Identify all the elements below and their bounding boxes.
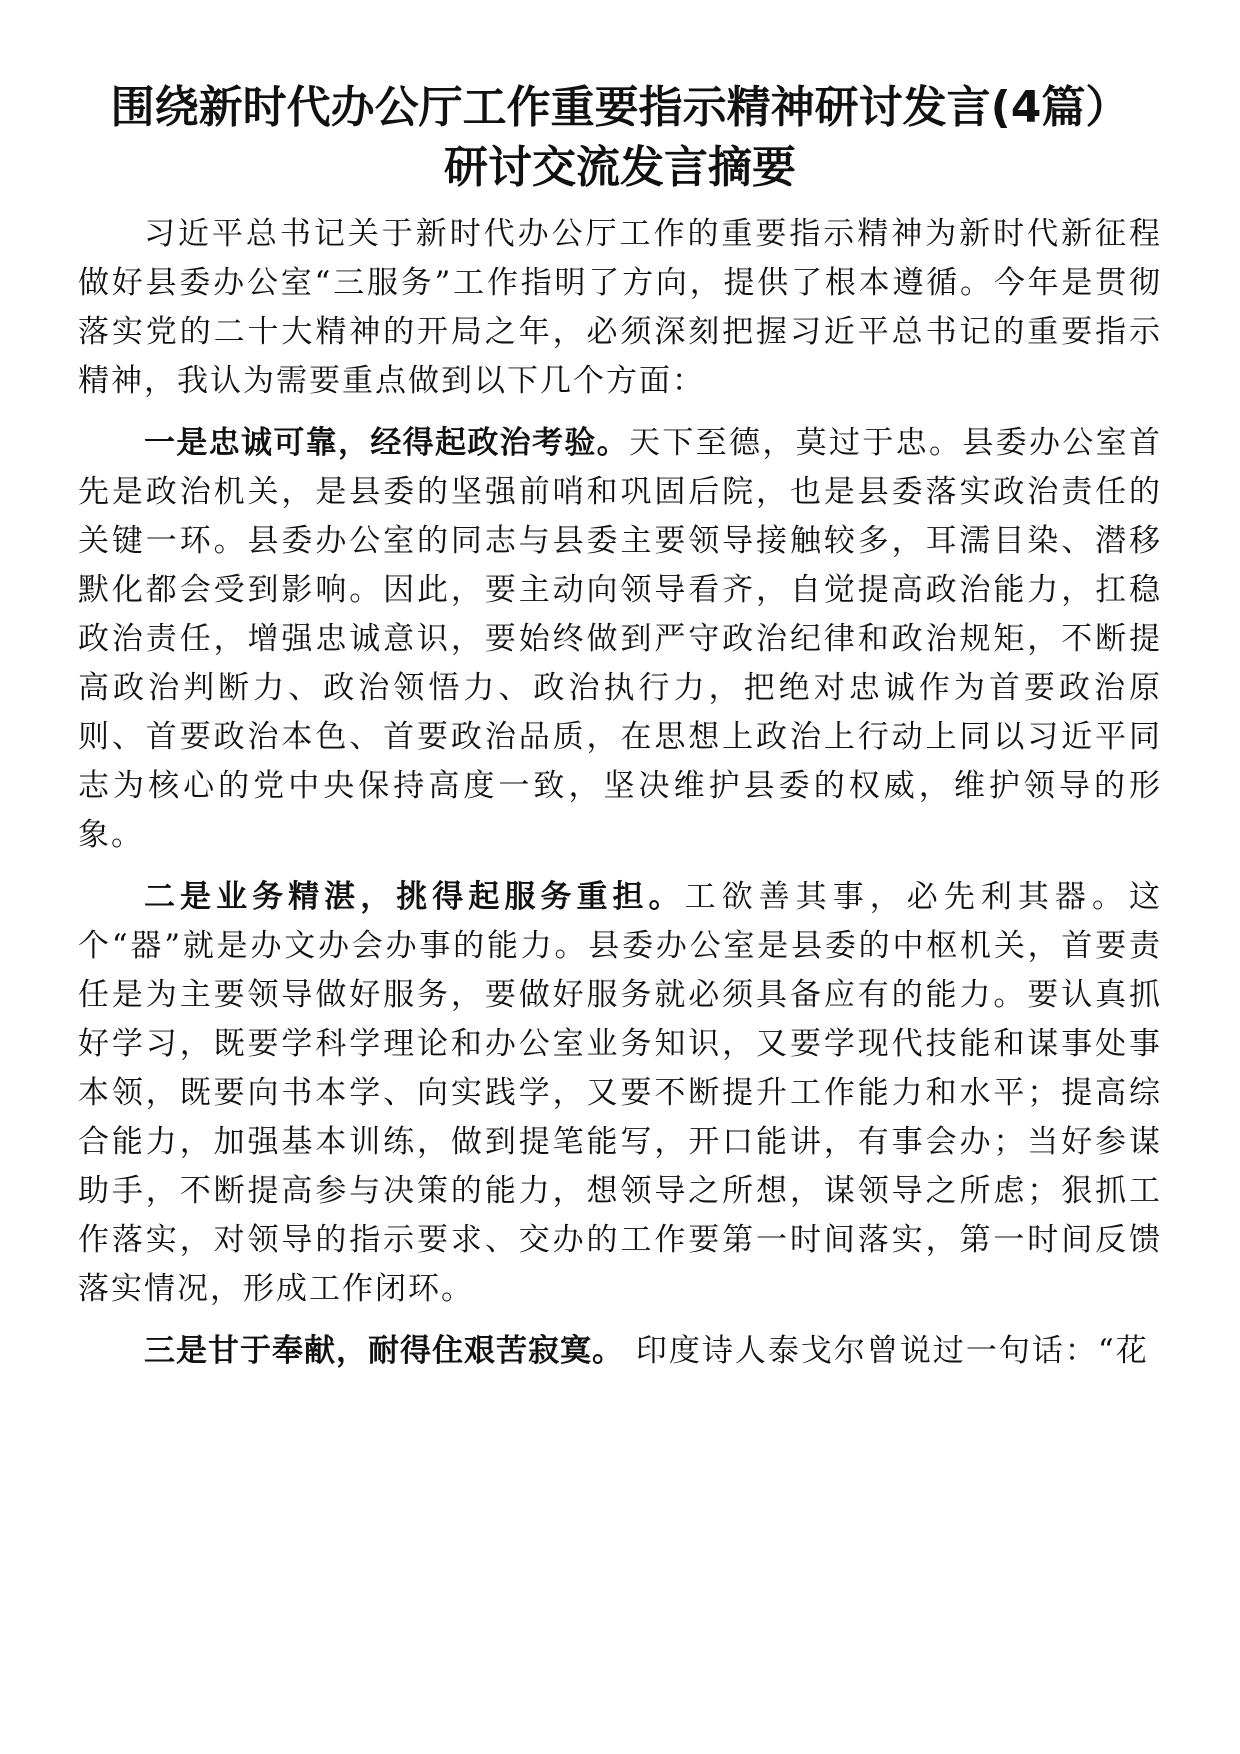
- paragraph-lead: 三是甘于奉献，耐得住艰苦寂寞。: [144, 1333, 624, 1369]
- document-title: 围绕新时代办公厅工作重要指示精神研讨发言(4篇）: [110, 82, 1130, 133]
- paragraph-lead: 二是业务精湛，挑得起服务重担。: [144, 879, 685, 915]
- paragraph-text: 天下至德，莫过于忠。县委办公室首先是政治机关，是县委的坚强前哨和巩固后院，也是县委落实政治责任的关键一环。县委办公室的同志与县委主要领导接触较多，耳濡目染、潜移默化都会受到影响。因此，要主动向领导看齐，自觉提高政治能力，扛稳政治责任，增强忠诚意识，要始终做到严守政治纪律和政治规矩，不断提高政治判断力、政治领悟力、政治执行力，把绝对忠诚作为首要政治原则、首要政治本色、首要政治品质，在思想上政治上行动上同以习近平同志为核心的党中央保持高度一致，坚决维护县委的权威，维护领导的形象。: [78, 425, 1162, 853]
- point-two-paragraph: [78, 873, 1162, 1314]
- paragraph-text: 工欲善其事，必先利其器。这个“器”就是办文办会办事的能力。县委办公室是县委的中枢机关，首要责任是为主要领导做好服务，要做好服务就必须具备应有的能力。要认真抓好学习，既要学科学理论和办公室业务知识，又要学现代技能和谋事处事本领，既要向书本学、向实践学，又要不断提升工作能力和水平；提高综合能力，加强基本训练，做到提笔能写，开口能讲，有事会办；当好参谋助手，不断提高参与决策的能力，想领导之所想，谋领导之所虑；狠抓工作落实，对领导的指示要求、交办的工作要第一时间落实，第一时间反馈落实情况，形成工作闭环。: [78, 879, 1163, 1307]
- paragraph-lead: 一是忠诚可靠，经得起政治考验。: [144, 425, 629, 461]
- document-subtitle: 研讨交流发言摘要: [444, 142, 796, 193]
- point-three-paragraph: [78, 1327, 1162, 1376]
- paragraph-text: 习近平总书记关于新时代办公厅工作的重要指示精神为新时代新征程做好县委办公室“三服务”工作指明了方向，提供了根本遵循。今年是贯彻落实党的二十大精神的开局之年，必须深刻把握习近平总书记的重要指示精神，我认为需要重点做到以下几个方面：: [78, 216, 1162, 399]
- intro-paragraph: [78, 210, 1162, 406]
- document-body: [78, 210, 1162, 1389]
- point-one-paragraph: [78, 419, 1162, 860]
- paragraph-text: 印度诗人泰戈尔曾说过一句话：“花: [624, 1333, 1149, 1369]
